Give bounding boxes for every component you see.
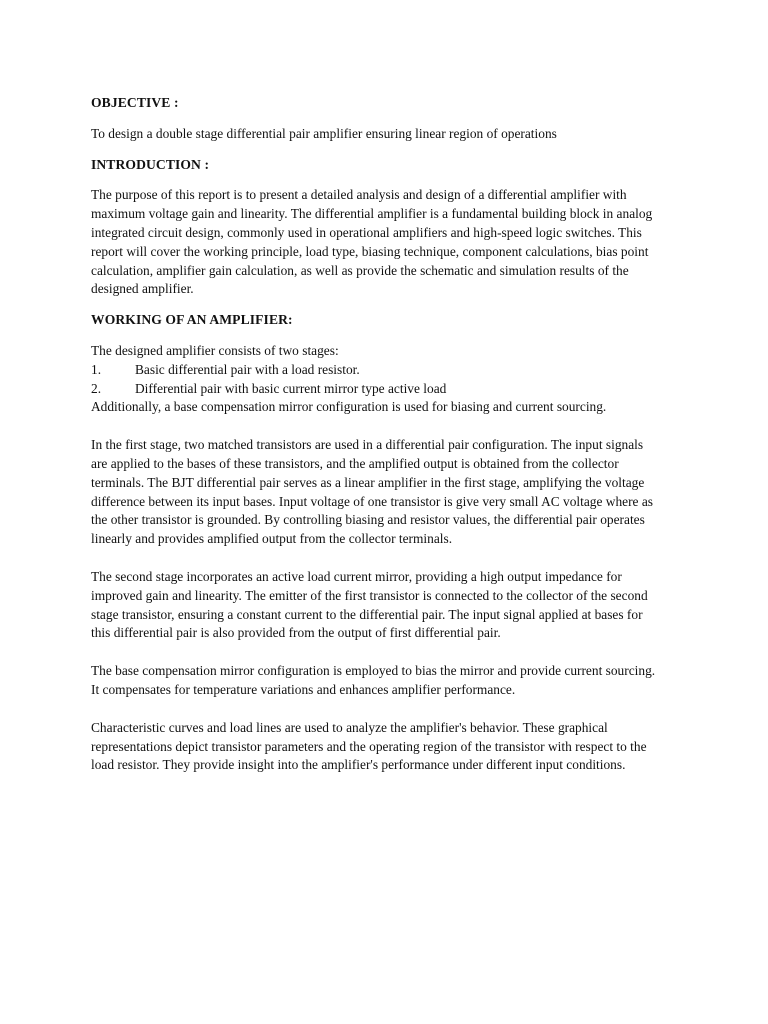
additional-note: Additionally, a base compensation mirror configuration is used for biasing and current sourcing. (91, 399, 607, 415)
paragraph-line: report will cover the working principle, load type, biasing technique, component calculations, bias point (91, 243, 649, 259)
working-heading: WORKING OF AN AMPLIFIER: (91, 312, 293, 328)
paragraph-line: the other transistor is grounded. By controlling biasing and resistor values, the differential pair operates (91, 512, 645, 528)
characteristic-curves-paragraph (91, 719, 681, 775)
objective-text: To design a double stage differential pair amplifier ensuring linear region of operations (91, 125, 557, 141)
paragraph-line: terminals. The BJT differential pair serves as a linear amplifier in the first stage, amplifying the voltage (91, 474, 645, 490)
paragraph-line: The base compensation mirror configuration is employed to bias the mirror and provide current sourcing. (91, 663, 656, 679)
paragraph-line: difference between its input bases. Input voltage of one transistor is give very small AC voltage where as (91, 493, 654, 509)
paragraph-line: maximum voltage gain and linearity. The differential amplifier is a fundamental building block in analog (91, 206, 653, 222)
paragraph-line: linearly and provides amplified output from the collector terminals. (91, 531, 453, 547)
paragraph-line: improved gain and linearity. The emitter of the first transistor is connected to the collector of the second (91, 587, 648, 603)
introduction-paragraph (91, 186, 681, 299)
stages-overview (91, 342, 681, 417)
list-text: Basic differential pair with a load resistor. (135, 361, 360, 377)
introduction-heading: INTRODUCTION : (91, 156, 210, 172)
list-number: 1. (91, 361, 102, 377)
paragraph-line: this differential pair is also provided from the output of first differential pair. (91, 625, 501, 641)
stages-intro: The designed amplifier consists of two stages: (91, 342, 339, 358)
list-item (91, 361, 681, 380)
list-text: Differential pair with basic current mirror type active load (135, 380, 447, 396)
paragraph-line: stage transistor, ensuring a constant current to the differential pair. The input signal applied at bases for (91, 606, 643, 622)
document-page (91, 94, 681, 794)
paragraph-line: calculation, amplifier gain calculation, as well as provide the schematic and simulation results of the (91, 262, 629, 278)
paragraph-line: representations depict transistor parameters and the operating region of the transistor with respect to the (91, 738, 647, 754)
paragraph-line: The second stage incorporates an active load current mirror, providing a high output impedance for (91, 568, 622, 584)
paragraph-line: integrated circuit design, commonly used in operational amplifiers and high-speed logic switches. This (91, 224, 642, 240)
objective-heading: OBJECTIVE : (91, 95, 179, 110)
second-stage-paragraph (91, 568, 681, 643)
paragraph-line: load resistor. They provide insight into the amplifier's performance under different input conditions. (91, 757, 626, 773)
paragraph-line: Characteristic curves and load lines are used to analyze the amplifier's behavior. These graphical (91, 719, 608, 735)
paragraph-line: are applied to the bases of these transistors, and the amplified output is obtained from the collector (91, 455, 619, 471)
compensation-paragraph (91, 662, 681, 700)
list-number: 2. (91, 380, 102, 396)
list-item (91, 380, 681, 399)
first-stage-paragraph (91, 436, 681, 549)
paragraph-line: The purpose of this report is to present a detailed analysis and design of a differential amplifier with (91, 187, 627, 203)
paragraph-line: It compensates for temperature variations and enhances amplifier performance. (91, 681, 516, 697)
paragraph-line: designed amplifier. (91, 281, 194, 297)
paragraph-line: In the first stage, two matched transistors are used in a differential pair configuration. The input signals (91, 437, 644, 453)
